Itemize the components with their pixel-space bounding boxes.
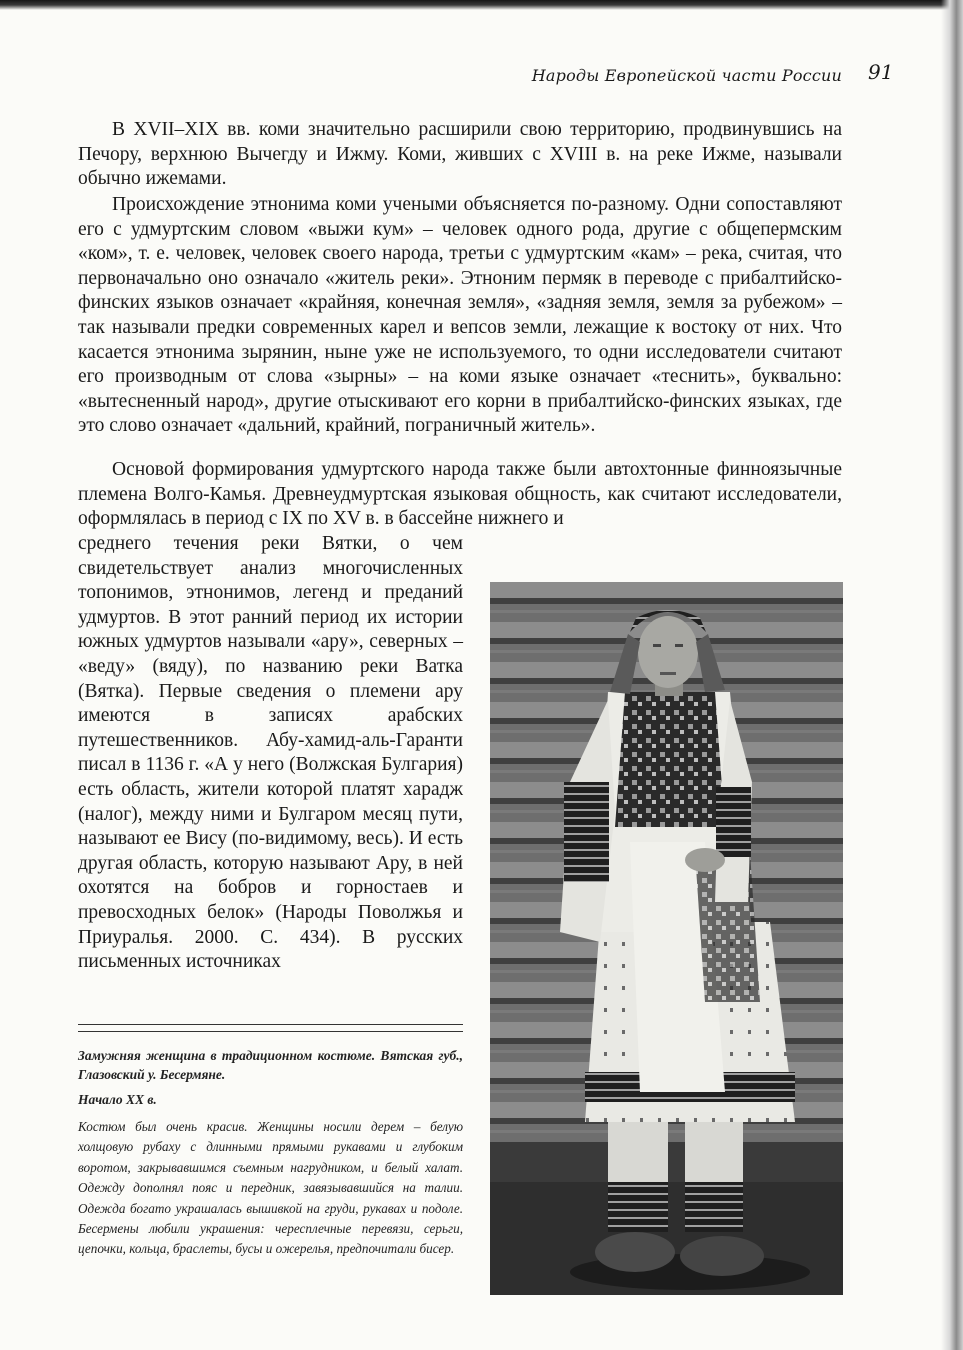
paragraph-udmurt-formation: Основой формирования удмуртского народа также были автохтонные финноязычные племена Волго-Камья. Древнеудмуртская языковая общность, как считают исследователи, оформлялась в период с IX по XV в. в бассейне нижнего и: [78, 459, 842, 530]
paragraph-komi-territory: В XVII–XIX вв. коми значительно расширили свою территорию, продвинувшись на Печору, верхнюю Вычегду и Ижму. Коми, живших с XVIII в. на реке Ижме, называли обычно ижемами.: [78, 119, 842, 190]
page-number: 91: [868, 60, 894, 84]
caption-text: Костюм был очень красив. Женщины носили дерем – белую холщовую рубаху с длинными прямыми рукавами и глубоким воротом, закрывавшимся съемным нагрудником, и белый халат. Одежду дополнял пояс и передник, завязывавшийся на талии. Одежда богато украшалась вышивкой на груди, рукавах и подоле. Бесермены любили украшения: чересплечные перевязи, серьги, цепочки, кольца, браслеты, бусы и ожерелья, предпочитали бисер.: [78, 1119, 463, 1257]
paragraph-udmurt-sources: среднего течения реки Вятки, о чем свидетельствует анализ многочисленных топонимов, этнонимов, легенд и преданий удмуртов. В этот ранний период их истории южных удмуртов называли «ару», северных – «веду» (вяду), по названию реки Ватка (Вятка). Первые сведения о племени ару имеются в записях арабских путешественников. Абу-хамид-аль-Гаранти писал в 1136 г. «А у него (Волжская Булгария) есть область, жители которой платят харадж (налог), между ними и Булгаром месяц пути, называют ее Вису (по-видимому, весь). И есть другая область, которую называют Ару, в ней охотятся на бобров и горностаев и превосходных белок» (Народы Поволжья и Приуралья. 2000. С. 434). В русских письменных источниках: [78, 533, 463, 973]
paragraph-ethnonym-origin: Происхождение этнонима коми учеными объясняется по-разному. Одни сопоставляют его с удмуртским словом «выжи кум» – человек одного рода, другие с общепермским «ком», т. е. человек, человек своего народа, третьи с удмуртским «кам» – река, считая, что первоначально оно означало «житель реки». Этноним пермяк в переводе с прибалтийско-финских языков означает «крайняя, конечная земля», «задняя земля, земля за рубежом» – так называли предки современных карел и вепсов земли, лежащие к востоку от них. Что касается этнонима зырянин, ныне уже не используемого, то одни исследователи считают его производным от слова «зырны» – на коми языке означает «теснить», буквально: «вытесненный народ», другие отыскивают его корни в прибалтийско-финских языках, где это слово означает «дальний, крайний, пограничный житель».: [78, 194, 842, 437]
caption-date: Начало XX в.: [78, 1092, 157, 1107]
caption-title: Замужняя женщина в традиционном костюме. Вятская губ., Глазовский у. Бесермяне.: [78, 1048, 463, 1082]
portrait-photo: [490, 582, 843, 1295]
caption-divider: [78, 1024, 463, 1032]
scan-top-edge: [0, 0, 963, 10]
scan-right-edge: [941, 0, 963, 1350]
running-head: Народы Европейской части России: [531, 66, 842, 85]
photo-caption: [78, 1046, 463, 1260]
